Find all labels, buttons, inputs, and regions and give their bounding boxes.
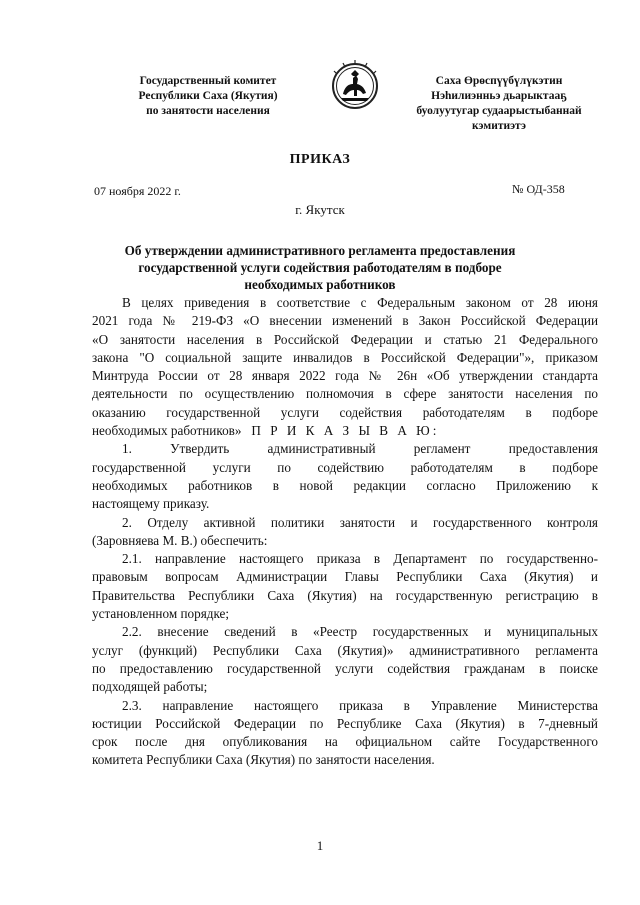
- body-line: юстиции Российской Федерации по Республике Саха (Якутия) в 7-дневный: [92, 715, 598, 731]
- order-body: [92, 294, 598, 770]
- coat-of-arms-emblem: [331, 60, 379, 112]
- body-line: Минтруда России от 28 января 2022 года № 26н «Об утверждении стандарта: [92, 368, 598, 384]
- header-right-line: буолуутугар судаарыстыбаннай: [416, 105, 582, 117]
- subject-line: Об утверждении административного регламента предоставления: [124, 243, 516, 258]
- body-line: 2.2. внесение сведений в «Реестр государственных и муниципальных: [122, 624, 598, 640]
- body-line: Правительства Республики Саха (Якутия) на государственную регистрацию в: [92, 587, 598, 603]
- body-line: «О занятости населения в Российской Федерации и статью 21 Федерального: [92, 331, 598, 347]
- body-line: деятельности по осуществлению полномочия в сфере занятости населения по: [92, 386, 598, 402]
- header-left-line: Государственный комитет: [139, 75, 277, 87]
- header-right-sakha: [384, 74, 614, 134]
- directive-word: П Р И К А З Ы В А Ю:: [251, 423, 440, 439]
- body-line: закона "О социальной защите инвалидов в Российской Федерации"», приказом: [92, 349, 598, 365]
- subject-line: необходимых работников: [244, 277, 396, 292]
- header-left-line: по занятости населения: [146, 105, 270, 117]
- body-line: 2.3. направление настоящего приказа в Управление Министерства: [122, 697, 598, 713]
- subject-line: государственной услуги содействия работодателям в подборе: [138, 260, 502, 275]
- header-right-line: Саха Өрөспүүбүлүкэтин: [435, 75, 563, 87]
- body-line: государственной услуги по содействию работодателям в подборе: [92, 459, 598, 475]
- body-line: настоящему приказу.: [92, 496, 210, 512]
- body-line: правовым вопросам Администрации Главы Республики Саха (Якутия) и: [92, 569, 598, 585]
- body-line: 2.1. направление настоящего приказа в Департамент по государственно-: [122, 551, 598, 567]
- body-line: по предоставлению государственной услуги содействия гражданам в поиске: [92, 660, 598, 676]
- body-line: срок после дня опубликования на официальном сайте Государственного: [92, 734, 598, 750]
- header-left-line: Республики Саха (Якутия): [138, 90, 278, 102]
- body-line: оказанию государственной услуги содействия работодателям в подборе: [92, 404, 598, 420]
- body-line: необходимых работников»: [92, 423, 242, 439]
- body-line: (Заровняева М. В.) обеспечить:: [92, 532, 268, 548]
- order-number: № ОД-358: [512, 182, 565, 196]
- body-line: В целях приведения в соответствие с Федеральным законом от 28 июня: [122, 295, 598, 310]
- body-line: услуг (функций) Республики Саха (Якутия)» административного регламента: [92, 642, 598, 658]
- document-title: ПРИКАЗ: [289, 152, 351, 167]
- body-line-with-directive: [92, 422, 598, 440]
- body-line: комитета Республики Саха (Якутия) по занятости населения.: [92, 752, 435, 768]
- body-line: подходящей работы;: [92, 679, 208, 695]
- header-right-line: кэмитиэтэ: [472, 120, 526, 132]
- body-line: 2. Отделу активной политики занятости и государственного контроля: [122, 514, 598, 530]
- body-line: установленном порядке;: [92, 606, 230, 622]
- header-right-line: Нэһилиэнньэ дьарыктааҕ: [431, 90, 567, 102]
- body-line: 2021 года № 219-ФЗ «О внесении изменений в Закон Российской Федерации: [92, 313, 598, 329]
- header-left-ru: [108, 74, 308, 119]
- order-subject: [100, 242, 540, 293]
- body-line: необходимых работников в новой редакции согласно Приложению к: [92, 477, 598, 493]
- body-line: 1. Утвердить административный регламент предоставления: [122, 441, 598, 457]
- order-date: 07 ноября 2022 г.: [94, 184, 181, 198]
- order-city: г. Якутск: [295, 202, 345, 217]
- page-number: 1: [316, 838, 324, 853]
